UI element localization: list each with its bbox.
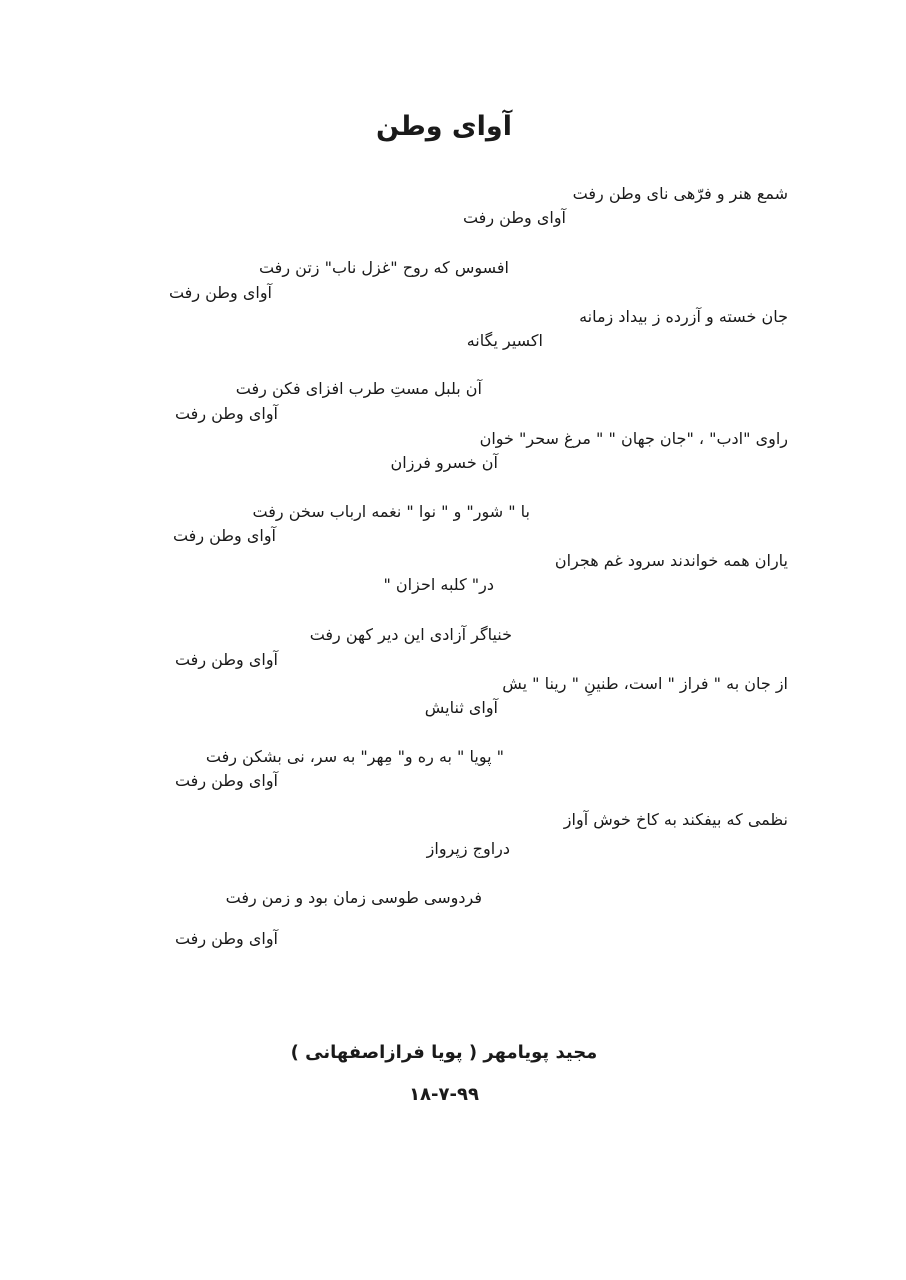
poem-line: شمع هنر و فرّهی نای وطن رفت bbox=[572, 184, 788, 203]
poem-date: ۱۸-۷-۹۹ bbox=[409, 1084, 479, 1105]
poem-title: آوای وطن bbox=[376, 111, 512, 142]
poem-line: آوای ثنایش bbox=[424, 698, 498, 717]
poem-line: از جان به " فراز " است، طنینِ " رینا " یش bbox=[502, 674, 788, 693]
poem-line: آوای وطن رفت bbox=[174, 404, 278, 423]
poem-line: اکسیر یگانه bbox=[466, 331, 543, 350]
poem-line: خنیاگر آزادی این دیر کهن رفت bbox=[309, 625, 512, 644]
poem-line: یاران همه خواندند سرود غم هجران bbox=[554, 551, 788, 570]
poem-line: " پویا " به ره و" مِهر" به سر، نی بشکن رفت bbox=[205, 747, 504, 766]
poem-line: دراوج زپرواز bbox=[426, 839, 510, 858]
poem-line: با " شور" و " نوا " نغمه ارباب سخن رفت bbox=[252, 502, 530, 521]
poem-line: آوای وطن رفت bbox=[462, 208, 566, 227]
poem-line: افسوس که روح "غزل ناب" زتن رفت bbox=[258, 258, 509, 277]
poem-line: آوای وطن رفت bbox=[174, 929, 278, 948]
poem-line: در" کلبه احزان " bbox=[383, 575, 494, 594]
poem-line: فردوسی طوسی زمان بود و زمن رفت bbox=[225, 888, 482, 907]
author-signature: مجید پویامهر ( پویا فرازاصفهانی ) bbox=[290, 1042, 598, 1063]
poem-line: آن بلبل مستِ طرب افزای فکن رفت bbox=[235, 379, 482, 398]
poem-line: آن خسرو فرزان bbox=[390, 453, 498, 472]
poem-line: آوای وطن رفت bbox=[172, 526, 276, 545]
poem-line: آوای وطن رفت bbox=[174, 771, 278, 790]
poem-line: جان خسته و آزرده ز بیداد زمانه bbox=[579, 307, 788, 326]
poem-line: آوای وطن رفت bbox=[168, 283, 272, 302]
poem-line: راوی "ادب" ، "جان جهان " " مرغ سحر" خوان bbox=[479, 429, 788, 448]
poem-line: آوای وطن رفت bbox=[174, 650, 278, 669]
poem-line: نظمی که بیفکند به کاخ خوش آواز bbox=[563, 810, 788, 829]
